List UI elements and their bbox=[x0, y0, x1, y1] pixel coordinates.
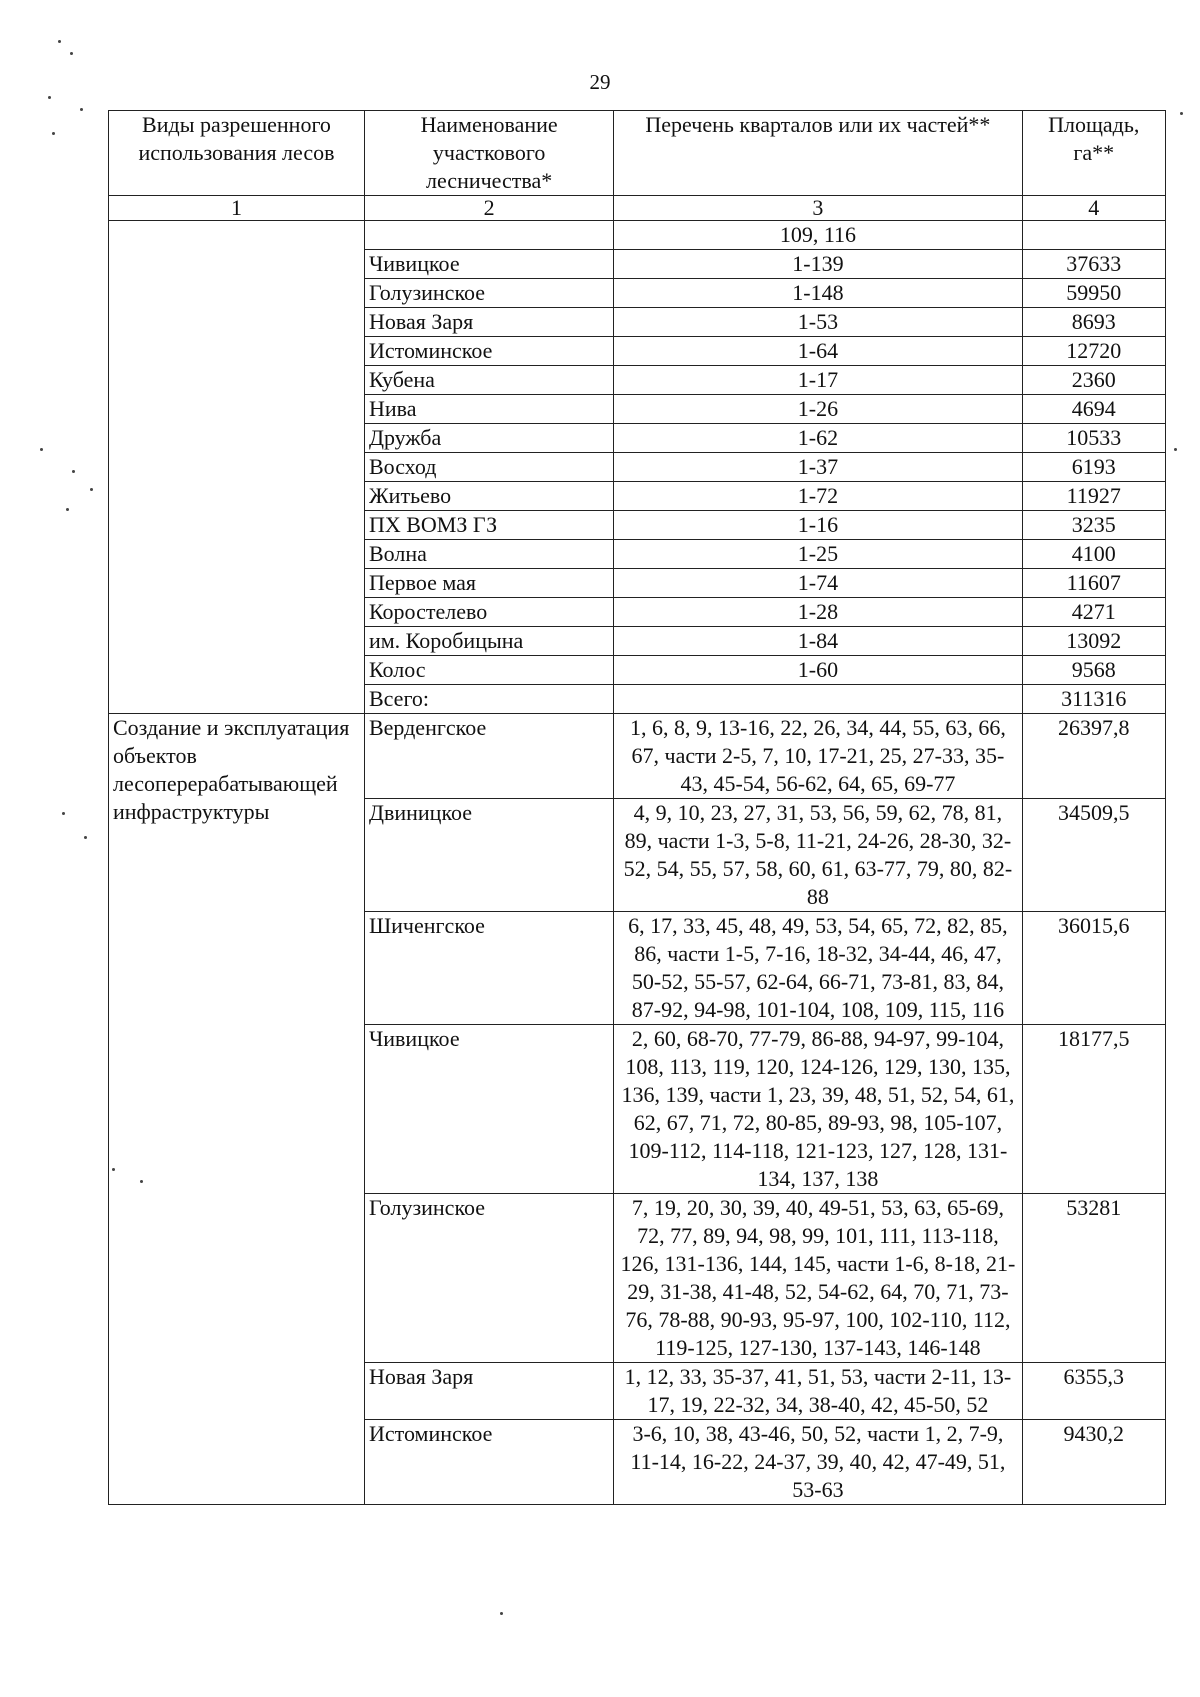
area-cell: 9430,2 bbox=[1022, 1420, 1165, 1505]
forestry-name-cell: Шиченгское bbox=[364, 912, 613, 1025]
quarters-cell: 1, 6, 8, 9, 13-16, 22, 26, 34, 44, 55, 63, 66, 67, части 2-5, 7, 10, 17-21, 25, 27-33, 35-43, 45-54, 56-62, 64, 65, 69-77 bbox=[614, 714, 1022, 799]
area-cell: 2360 bbox=[1022, 366, 1165, 395]
quarters-cell: 1-60 bbox=[614, 656, 1022, 685]
area-cell: 26397,8 bbox=[1022, 714, 1165, 799]
quarters-cell: 1-17 bbox=[614, 366, 1022, 395]
forestry-name-cell: Верденгское bbox=[364, 714, 613, 799]
forestry-name-cell: Истоминское bbox=[364, 337, 613, 366]
forestry-name-cell: Нива bbox=[364, 395, 613, 424]
forestry-name-cell: Кубена bbox=[364, 366, 613, 395]
area-cell: 4694 bbox=[1022, 395, 1165, 424]
forestry-name-cell: Чивицкое bbox=[364, 1025, 613, 1194]
forestry-name-cell: Чивицкое bbox=[364, 250, 613, 279]
forestry-name-cell: Голузинское bbox=[364, 1194, 613, 1363]
column-number: 2 bbox=[364, 196, 613, 221]
area-cell: 9568 bbox=[1022, 656, 1165, 685]
page-number: 29 bbox=[589, 70, 611, 94]
area-cell: 18177,5 bbox=[1022, 1025, 1165, 1194]
forestry-name-cell: Первое мая bbox=[364, 569, 613, 598]
column-number-row bbox=[109, 196, 1166, 221]
quarters-cell: 1-53 bbox=[614, 308, 1022, 337]
quarters-cell: 1-16 bbox=[614, 511, 1022, 540]
quarters-cell: 1-37 bbox=[614, 453, 1022, 482]
continuation-row bbox=[109, 221, 1166, 250]
forestry-name-cell: ПХ ВОМЗ ГЗ bbox=[364, 511, 613, 540]
area-cell: 8693 bbox=[1022, 308, 1165, 337]
forestry-name-cell: Колос bbox=[364, 656, 613, 685]
forestry-name-cell: Новая Заря bbox=[364, 1363, 613, 1420]
area-cell: 13092 bbox=[1022, 627, 1165, 656]
quarters-cell: 1-25 bbox=[614, 540, 1022, 569]
quarters-cell: 109, 116 bbox=[614, 221, 1022, 250]
header-row bbox=[109, 111, 1166, 196]
area-cell: 36015,6 bbox=[1022, 912, 1165, 1025]
area-cell: 6193 bbox=[1022, 453, 1165, 482]
quarters-cell: 1-62 bbox=[614, 424, 1022, 453]
quarters-cell: 4, 9, 10, 23, 27, 31, 53, 56, 59, 62, 78, 81, 89, части 1-3, 5-8, 11-21, 24-26, 28-30, 32-52, 54, 55, 57, 58, 60, 61, 63-77, 79, 80, 82-88 bbox=[614, 799, 1022, 912]
area-cell: 37633 bbox=[1022, 250, 1165, 279]
forest-usage-table bbox=[108, 110, 1166, 1505]
forestry-name-cell: Истоминское bbox=[364, 1420, 613, 1505]
header-forestry-name: Наименование участкового лесничества* bbox=[364, 111, 613, 196]
quarters-cell: 1-26 bbox=[614, 395, 1022, 424]
quarters-cell: 3-6, 10, 38, 43-46, 50, 52, части 1, 2, 7-9, 11-14, 16-22, 24-37, 39, 40, 42, 47-49, 51, 53-63 bbox=[614, 1420, 1022, 1505]
quarters-cell: 1-64 bbox=[614, 337, 1022, 366]
forestry-name-cell: Житьево bbox=[364, 482, 613, 511]
area-cell: 59950 bbox=[1022, 279, 1165, 308]
quarters-cell: 1-139 bbox=[614, 250, 1022, 279]
table-row bbox=[109, 714, 1166, 799]
column-number: 1 bbox=[109, 196, 365, 221]
quarters-cell: 1, 12, 33, 35-37, 41, 51, 53, части 2-11, 13-17, 19, 22-32, 34, 38-40, 42, 45-50, 52 bbox=[614, 1363, 1022, 1420]
quarters-cell: 1-28 bbox=[614, 598, 1022, 627]
quarters-cell bbox=[614, 685, 1022, 714]
area-cell: 4100 bbox=[1022, 540, 1165, 569]
area-cell: 53281 bbox=[1022, 1194, 1165, 1363]
area-cell: 6355,3 bbox=[1022, 1363, 1165, 1420]
column-number: 4 bbox=[1022, 196, 1165, 221]
column-number: 3 bbox=[614, 196, 1022, 221]
header-usage-type: Виды разрешенного использования лесов bbox=[109, 111, 365, 196]
quarters-cell: 1-74 bbox=[614, 569, 1022, 598]
quarters-cell: 1-72 bbox=[614, 482, 1022, 511]
usage-type-cell bbox=[109, 221, 365, 714]
forestry-name-cell: Голузинское bbox=[364, 279, 613, 308]
forestry-name-cell: Волна bbox=[364, 540, 613, 569]
area-cell: 3235 bbox=[1022, 511, 1165, 540]
area-cell: 12720 bbox=[1022, 337, 1165, 366]
forestry-name-cell: Двиницкое bbox=[364, 799, 613, 912]
usage-type-cell: Создание и эксплуатация объектов лесоперерабатывающей инфраструктуры bbox=[109, 714, 365, 1505]
area-cell bbox=[1022, 221, 1165, 250]
forestry-name-cell: Коростелево bbox=[364, 598, 613, 627]
quarters-cell: 1-148 bbox=[614, 279, 1022, 308]
forestry-name-cell: Восход bbox=[364, 453, 613, 482]
quarters-cell: 6, 17, 33, 45, 48, 49, 53, 54, 65, 72, 82, 85, 86, части 1-5, 7-16, 18-32, 34-44, 46, 47, 50-52, 55-57, 62-64, 66-71, 73-81, 83, 84, 87-92, 94-98, 101-104, 108, 109, 115, 116 bbox=[614, 912, 1022, 1025]
area-cell: 4271 bbox=[1022, 598, 1165, 627]
area-cell: 11607 bbox=[1022, 569, 1165, 598]
area-cell: 11927 bbox=[1022, 482, 1165, 511]
quarters-cell: 2, 60, 68-70, 77-79, 86-88, 94-97, 99-104, 108, 113, 119, 120, 124-126, 129, 130, 135, 136, 139, части 1, 23, 39, 48, 51, 52, 54, 61, 62, 67, 71, 72, 80-85, 89-93, 98, 105-107, 109-112, 114-118, 121-123, 127, 128, 131-134, 137, 138 bbox=[614, 1025, 1022, 1194]
forestry-name-cell: им. Коробицына bbox=[364, 627, 613, 656]
quarters-cell: 7, 19, 20, 30, 39, 40, 49-51, 53, 63, 65-69, 72, 77, 89, 94, 98, 99, 101, 111, 113-118, 126, 131-136, 144, 145, части 1-6, 8-18, 21-29, 31-38, 41-48, 52, 54-62, 64, 70, 71, 73-76, 78-88, 90-93, 95-97, 100, 102-110, 112, 119-125, 127-130, 137-143, 146-148 bbox=[614, 1194, 1022, 1363]
header-area: Площадь, га** bbox=[1022, 111, 1165, 196]
total-area: 311316 bbox=[1022, 685, 1165, 714]
quarters-cell: 1-84 bbox=[614, 627, 1022, 656]
forestry-name-cell bbox=[364, 221, 613, 250]
header-quarters-list: Перечень кварталов или их частей** bbox=[614, 111, 1022, 196]
area-cell: 10533 bbox=[1022, 424, 1165, 453]
forestry-name-cell: Дружба bbox=[364, 424, 613, 453]
total-label: Всего: bbox=[364, 685, 613, 714]
forestry-name-cell: Новая Заря bbox=[364, 308, 613, 337]
area-cell: 34509,5 bbox=[1022, 799, 1165, 912]
